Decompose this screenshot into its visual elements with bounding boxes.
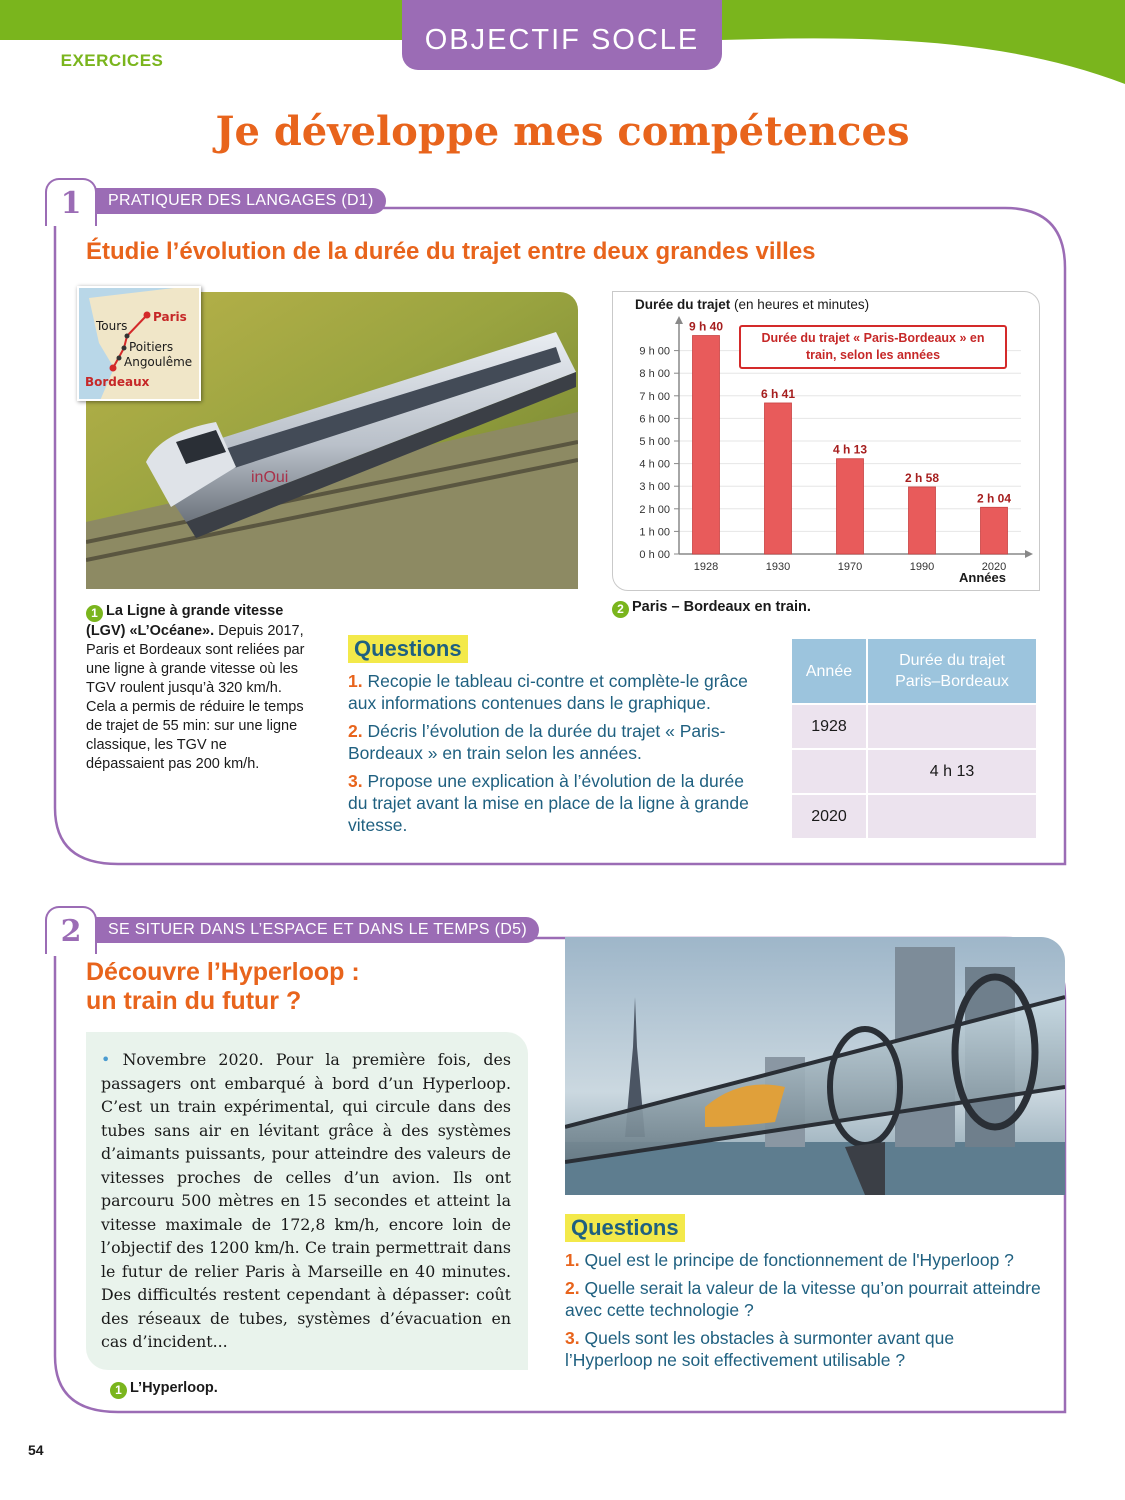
chart-x-tick-label: 1928 <box>693 561 719 573</box>
question-2-3: 3. Quels sont les obstacles à surmonter avant que l’Hyperloop ne soit effectivement utilisable ? <box>565 1328 955 1370</box>
doc1-caption <box>86 602 308 774</box>
section2-heading-line1: Découvre l’Hyperloop : <box>86 958 360 986</box>
question-1-1: 1. Recopie le tableau ci-contre et complète-le grâce aux informations contenues dans le graphique. <box>348 671 748 713</box>
hyperloop-caption <box>110 1379 218 1399</box>
table-cell[interactable] <box>868 705 1036 748</box>
table-cell[interactable]: 2020 <box>792 795 866 838</box>
hyperloop-caption-text: L’Hyperloop. <box>130 1380 218 1396</box>
table-row <box>792 705 1036 748</box>
hyperloop-badge: 1 <box>110 1382 127 1399</box>
chart-y-arrow <box>675 316 683 324</box>
doc2-caption-text: Paris – Bordeaux en train. <box>632 599 811 615</box>
svg-text:inOui: inOui <box>251 469 289 486</box>
section1-questions-label: Questions <box>348 635 468 663</box>
section1-heading: Étudie l’évolution de la durée du trajet entre deux grandes villes <box>86 238 816 265</box>
question-2-2: 2. Quelle serait la valeur de la vitesse qu’on pourrait atteindre avec cette technologie ? <box>565 1278 1041 1320</box>
objectif-socle-tab: OBJECTIF SOCLE <box>402 0 722 70</box>
chart-y-tick-label: 8 h 00 <box>639 368 670 381</box>
chart-bar <box>909 487 936 554</box>
section2-skill-pill: SE SITUER DANS L’ESPACE ET DANS LE TEMPS (D5) <box>96 917 539 943</box>
table-row <box>792 750 1036 793</box>
duration-chart <box>612 291 1040 591</box>
chart-x-tick-label: 1990 <box>909 561 935 573</box>
section2-questions <box>565 1249 1045 1377</box>
chart-data-label: 4 h 13 <box>832 442 868 457</box>
table-row <box>792 795 1036 838</box>
map-label-bordeaux: Bordeaux <box>85 375 150 389</box>
section1-questions <box>348 670 768 842</box>
chart-y-tick-label: 2 h 00 <box>639 503 670 516</box>
table-header-duration: Durée du trajet Paris–Bordeaux <box>868 639 1036 703</box>
chart-y-tick-label: 4 h 00 <box>639 458 670 471</box>
france-map-inset <box>77 286 201 401</box>
table-cell[interactable]: 1928 <box>792 705 866 748</box>
table-cell[interactable]: 4 h 13 <box>868 750 1036 793</box>
section2-number: 2 <box>45 906 97 954</box>
section1-number: 1 <box>45 178 97 226</box>
chart-x-arrow <box>1025 550 1033 558</box>
table-cell[interactable] <box>868 795 1036 838</box>
chart-y-tick-label: 6 h 00 <box>639 413 670 426</box>
question-1-3: 3. Propose une explication à l’évolution de la durée du trajet avant la mise en place de la ligne à grande vitesse. <box>348 771 749 835</box>
doc1-badge: 1 <box>86 605 103 622</box>
section1-skill-pill: PRATIQUER DES LANGAGES (D1) <box>96 188 386 214</box>
chart-bar <box>981 507 1008 554</box>
doc2-caption <box>612 598 811 618</box>
table-cell[interactable] <box>792 750 866 793</box>
chart-data-label: 2 h 04 <box>976 491 1012 506</box>
page-title: Je développe mes compétences <box>215 108 910 155</box>
exercices-tag: EXERCICES <box>52 44 172 76</box>
chart-data-label: 9 h 40 <box>688 319 724 334</box>
map-label-paris: Paris <box>153 310 187 324</box>
question-1-2: 2. Décris l’évolution de la durée du trajet « Paris-Bordeaux » en train selon les années. <box>348 721 726 763</box>
hyperloop-photo <box>565 937 1065 1195</box>
chart-data-label: 2 h 58 <box>904 470 940 485</box>
section2-heading-line2: un train du futur ? <box>86 987 302 1015</box>
chart-y-tick-label: 5 h 00 <box>639 436 670 448</box>
answer-table <box>790 637 1038 840</box>
hyperloop-article <box>101 1048 511 1354</box>
question-2-1: 1. Quel est le principe de fonctionnement de l'Hyperloop ? <box>565 1250 1014 1270</box>
section2-heading <box>86 958 360 1016</box>
chart-y-tick-label: 3 h 00 <box>639 481 670 494</box>
section2-questions-label: Questions <box>565 1214 685 1242</box>
page-number: 54 <box>28 1442 44 1458</box>
chart-y-tick-label: 1 h 00 <box>639 526 670 539</box>
doc1-text: Depuis 2017, Paris et Bordeaux sont reliées par une ligne à grande vitesse où les TGV roulent jusqu’à 320 km/h. Cela a permis de réduire le temps de trajet de 55 min: sur une ligne classique, les TGV ne dépassaient pas 200 km/h. <box>86 623 305 772</box>
chart-title: Durée du trajet « Paris-Bordeaux » en train, selon les années <box>739 325 1007 369</box>
article-bullet: • <box>101 1050 111 1069</box>
chart-y-tick-label: 0 h 00 <box>639 549 670 561</box>
map-label-poitiers: Poitiers <box>129 340 174 354</box>
doc2-badge: 2 <box>612 601 629 618</box>
map-label-angouleme: Angoulême <box>124 355 193 369</box>
doc1-title: La Ligne à grande vitesse (LGV) «L’Océane». <box>86 603 284 639</box>
chart-y-tick-label: 9 h 00 <box>639 345 670 358</box>
chart-bar <box>693 336 720 554</box>
table-header-year: Année <box>792 639 866 703</box>
chart-bar <box>765 403 792 554</box>
map-label-tours: Tours <box>96 319 128 333</box>
chart-x-tick-label: 1970 <box>837 561 863 573</box>
chart-bar <box>837 459 864 554</box>
chart-xlabel: Années <box>959 570 1006 585</box>
chart-y-tick-label: 7 h 00 <box>639 390 670 403</box>
chart-ylabel: Durée du trajet (en heures et minutes) <box>635 297 870 312</box>
article-text: Novembre 2020. Pour la première fois, des passagers ont embarqué à bord d’un Hyperloop. C’est un train expérimental, qui circule dans des tubes sans air en lévitant grâce à des systèmes d’aimants puissants, pour atteindre des valeurs de vitesses proches de celles d’un avion. Ils ont parcouru 500 mètres en 15 secondes et atteint la vitesse maximale de 172,8 km/h, encore loin de l’objectif des 1200 km/h. Ce train permettrait dans le futur de relier Paris à Marseille en 40 minutes. Des difficultés restent cependant à dépasser: coût des réseaux de tubes, systèmes d’évacuation en cas d’incident... <box>101 1050 511 1351</box>
chart-x-tick-label: 1930 <box>765 561 791 573</box>
chart-data-label: 6 h 41 <box>760 386 796 401</box>
chart-x-tick-label: 2020 <box>981 561 1007 573</box>
